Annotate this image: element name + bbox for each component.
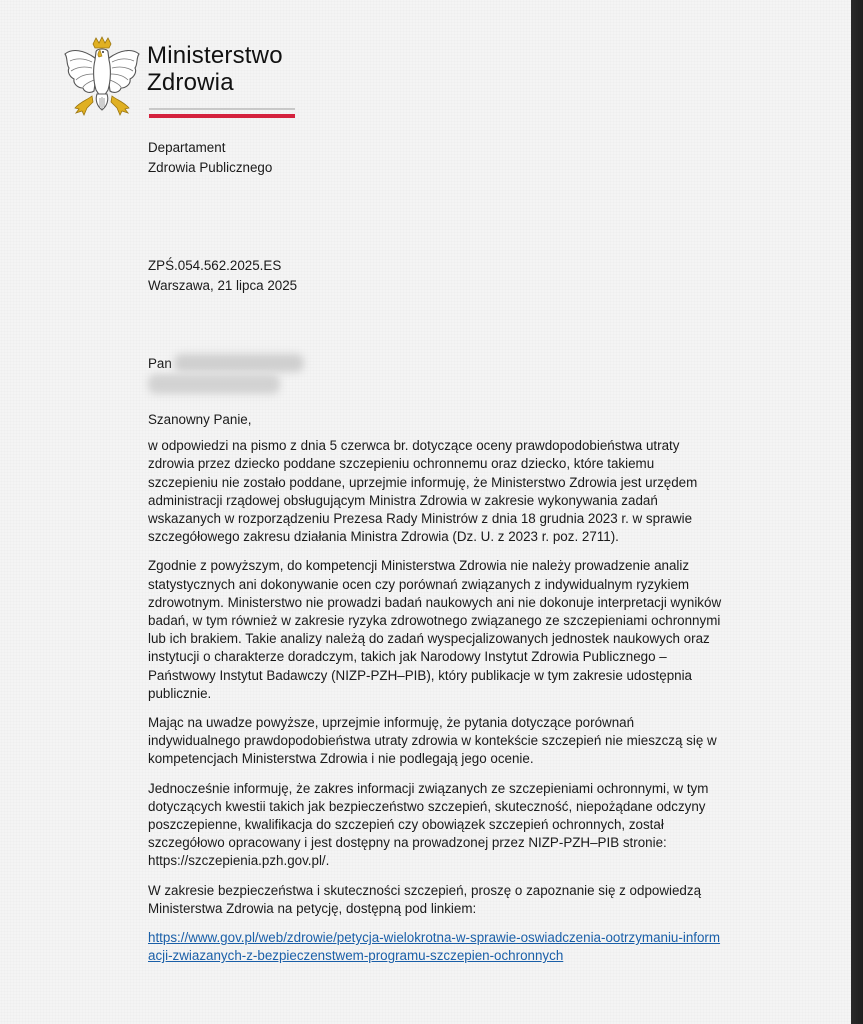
header-divider-gray — [149, 108, 295, 110]
page-edge-shadow — [851, 0, 863, 1024]
recipient-salutation: Pan — [148, 356, 172, 371]
department-block — [148, 138, 272, 178]
reference-block — [148, 256, 297, 296]
letter-paragraph: Jednocześnie informuję, że zakres informacji związanych ze szczepieniami ochronnymi, w tym dotyczących kwestii takich jak bezpieczeństwo szczepień, skuteczność, niepożądane odczyny poszczepienne, kwalifikacja do szczepień czy obowiązek szczepień ochronnych, został szczegółowo opracowany i jest dostępny na prowadzonej przez NIZP-PZH–PIB stronie: https://szczepienia.pzh.gov.pl/. — [148, 780, 709, 869]
letter-greeting: Szanowny Panie, — [148, 412, 252, 427]
letter-paragraph: W zakresie bezpieczeństwa i skuteczności szczepień, proszę o zapoznanie się z odpowiedzą Ministerstwa Zdrowia na petycję, dostępną pod linkiem: — [148, 882, 702, 916]
letter-body — [148, 411, 723, 965]
header-divider-red — [149, 114, 295, 118]
reference-number: ZPŚ.054.562.2025.ES — [148, 258, 282, 273]
redacted-recipient-address — [148, 374, 280, 394]
department-line2: Zdrowia Publicznego — [148, 160, 273, 175]
redacted-recipient-name — [174, 354, 304, 372]
ministry-name-line1: Ministerstwo — [147, 42, 283, 69]
recipient-block — [148, 354, 304, 394]
ministry-name — [147, 42, 283, 96]
place-and-date: Warszawa, 21 lipca 2025 — [148, 278, 298, 293]
letter-paragraph: Zgodnie z powyższym, do kompetencji Ministerstwa Zdrowia nie należy prowadzenie analiz statystycznych ani dokonywanie ocen czy porównań związanych z indywidualnym ryzykiem zdrowotnym. Ministerstwo nie prowadzi badań naukowych ani nie dokonuje interpretacji wyników badań, w tym również w zakresie ryzyka zdrowotnego związanego ze szczepieniami ochronnymi lub ich brakiem. Takie analizy należą do zadań wyspecjalizowanych jednostek naukowych oraz instytucji o charakterze doradczym, takich jak Narodowy Instytut Zdrowia Publicznego – Państwowy Instytut Badawczy (NIZP-PZH–PIB), który publikacje w tym zakresie udostępnia publicznie. — [148, 558, 722, 701]
letter-paragraph: w odpowiedzi na pismo z dnia 5 czerwca br. dotyczące oceny prawdopodobieństwa utraty zdrowia przez dziecko poddane szczepieniu ochronnemu oraz dziecko, które takiemu szczepieniu nie zostało poddane, uprzejmie informuję, że Ministerstwo Zdrowia jest urzędem administracji rządowej obsługującym Ministra Zdrowia w zakresie wykonywania zadań wskazanych w rozporządzeniu Prezesa Rady Ministrów z dnia 18 grudnia 2023 r. w sprawie szczegółowego zakresu działania Ministra Zdrowia (Dz. U. z 2023 r. poz. 2711). — [148, 438, 698, 545]
polish-white-eagle-icon — [62, 36, 142, 118]
letter-paragraph: Mając na uwadze powyższe, uprzejmie informuję, że pytania dotyczące porównań indywidualnego prawdopodobieństwa utraty zdrowia w kontekście szczepień nie mieszczą się w kompetencjach Ministerstwa Zdrowia i nie podlegają jego ocenie. — [148, 715, 717, 767]
department-line1: Departament — [148, 140, 226, 155]
ministry-name-line2: Zdrowia — [147, 69, 234, 96]
petition-link[interactable]: https://www.gov.pl/web/zdrowie/petycja-wielokrotna-w-sprawie-oswiadczenia-ootrzymaniu-informacji-zwiazanych-z-bezpieczenstwem-programu-szczepien-ochronnych — [148, 930, 721, 964]
